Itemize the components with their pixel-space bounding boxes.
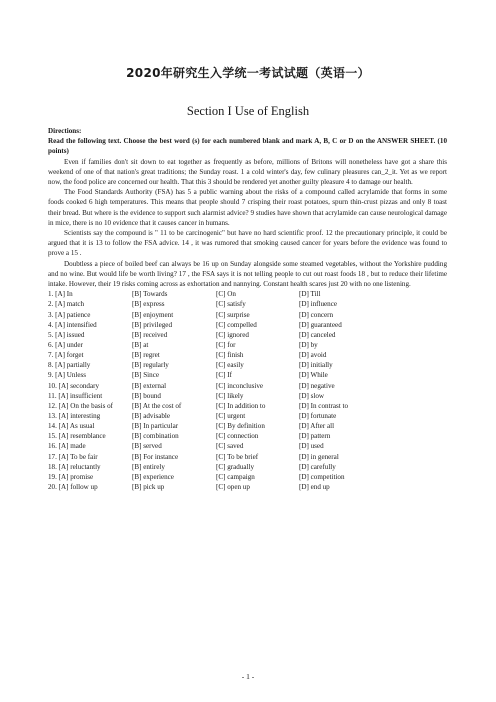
option-b: [B] privileged [132,320,172,329]
option-d: [D] initially [299,361,333,370]
option-d: [D] end up [299,482,330,491]
option-d: [D] carefully [299,462,336,471]
option-a: 16. [A] made [48,442,86,451]
option-a: 11. [A] insufficient [48,391,103,400]
option-row [48,462,447,472]
option-b: [B] For instance [132,452,179,461]
option-row [48,472,447,482]
exam-body [48,126,447,492]
section-heading: Section I Use of English [186,104,310,118]
option-row [48,350,447,360]
option-row [48,299,447,309]
option-d: [D] Till [299,290,321,299]
options-list [48,289,447,492]
option-b: [B] In particular [132,422,179,431]
option-a: 4. [A] intensified [48,320,97,329]
option-c: [C] By definition [216,422,265,431]
option-b: [B] at [132,340,149,349]
directions-heading: Directions: [48,127,82,135]
option-b: [B] express [132,300,165,309]
option-b: [B] regularly [132,361,169,370]
option-a: 13. [A] interesting [48,411,101,420]
option-d: [D] by [299,340,318,349]
option-b: [B] entirely [132,462,165,471]
option-d: [D] While [299,371,328,380]
option-c: [C] open up [216,482,250,491]
option-row [48,320,447,330]
option-d: [D] influence [299,300,338,309]
option-a: 14. [A] As usual [48,422,95,431]
option-c: [C] saved [216,442,244,451]
option-b: [B] Towards [132,290,168,299]
page-number: - 1 - [241,672,255,681]
option-row [48,421,447,431]
option-c: [C] campaign [216,472,255,481]
passage-paragraph: Even if families don't sit down to eat together as frequently as before, millions of Britons will nonetheless have got a share this weekend of one of that nation's great traditions; the Sunday roast. 1 a cold winter's day, few culinary pleasures can_2_it. Yet as we report now, the food police are concerned our health. That this 3 should be rendered yet another guilty pleasure 4 to damage our health. [48,157,447,187]
option-b: [B] enjoyment [132,310,174,319]
option-d: [D] used [299,442,324,451]
exam-title: 2020年研究生入学统一考试试题（英语一） [126,66,370,80]
option-d: [D] competition [299,472,345,481]
option-row [48,391,447,401]
option-b: [B] At the cost of [132,401,182,410]
option-a: 8. [A] partially [48,361,91,370]
passage-paragraph: Scientists say the compound is " 11 to be carcinogenic" but have no hard scientific proof. 12 the precautionary principle, it could be argued that it is 13 to follow the FSA advice. 14 , it was rumored that smoking caused cancer for years before the evidence was found to prove a 15 . [48,229,447,258]
option-c: [C] To be brief [216,452,259,461]
option-b: [B] received [132,330,168,339]
option-a: 19. [A] promise [48,472,94,481]
option-b: [B] experience [132,472,174,481]
option-c: [C] inconclusive [216,381,264,390]
option-d: [D] pattern [299,432,331,441]
option-d: [D] After all [299,422,335,431]
option-d: [D] concern [299,310,334,319]
option-d: [D] guaranteed [299,320,342,329]
option-d: [D] negative [299,381,335,390]
option-a: 5. [A] issued [48,330,85,339]
option-row [48,370,447,380]
option-b: [B] combination [132,432,179,441]
option-c: [C] compelled [216,320,257,329]
option-b: [B] advisable [132,411,171,420]
passage-paragraph: Doubtless a piece of boiled beef can always be 16 up on Sunday alongside some steamed vegetables, without the Yorkshire pudding and no wine. But would life be worth living? 17 , the FSA says it is not telling people to cut out roast foods 18 , but to reduce their lifetime intake. However, their 19 risks coming across as exhortation and nannying. Constant health scares just 20 with no one listening. [48,259,447,289]
option-row [48,431,447,441]
option-row [48,360,447,370]
option-row [48,452,447,462]
option-b: [B] Since [132,371,159,380]
option-row [48,310,447,320]
option-row [48,330,447,340]
option-c: [C] On [216,290,236,299]
option-d: [D] in general [299,452,339,461]
option-c: [C] urgent [216,411,246,420]
option-b: [B] external [132,381,167,390]
option-a: 12. [A] On the basis of [48,401,114,410]
passage-paragraph: The Food Standards Authority (FSA) has 5 a public warning about the risks of a compound called acrylamide that forms in some foods cooked 6 high temperatures. This means that people should 7 crisping their roast potatoes, spurn thin-crust pizzas and only 8 toast their bread. But where is the evidence to support such alarmist advice? 9 studies have shown that acrylamide can cause neurological damage in mice, there is no 10 evidence that it causes cancer in humans. [48,188,447,227]
option-a: 15. [A] resemblance [48,432,106,441]
option-c: [C] easily [216,361,244,370]
option-a: 9. [A] Unless [48,371,87,380]
option-c: [C] gradually [216,462,255,471]
option-a: 2. [A] match [48,300,85,309]
option-c: [C] finish [216,351,244,360]
option-b: [B] bound [132,391,161,400]
option-b: [B] pick up [132,482,165,491]
option-a: 7. [A] forget [48,351,84,360]
option-b: [B] regret [132,351,160,360]
option-a: 10. [A] secondary [48,381,100,390]
option-row [48,340,447,350]
option-b: [B] served [132,442,162,451]
option-a: 18. [A] reluctantly [48,462,101,471]
option-d: [D] canceled [299,330,336,339]
option-row [48,411,447,421]
option-c: [C] for [216,340,236,349]
option-a: 1. [A] In [48,290,73,299]
option-a: 6. [A] under [48,340,83,349]
option-row [48,482,447,492]
directions-text: Read the following text. Choose the best word (s) for each numbered blank and mark A, B, C or D on the ANSWER SHEET. (10 points) [48,137,447,156]
option-d: [D] fortunate [299,411,337,420]
option-a: 20. [A] follow up [48,482,98,491]
option-a: 17. [A] To be fair [48,452,98,461]
option-c: [C] In addition to [216,401,266,410]
option-c: [C] satisfy [216,300,246,309]
option-c: [C] If [216,371,232,380]
option-d: [D] In contrast to [299,401,349,410]
option-row [48,441,447,451]
option-c: [C] ignored [216,330,249,339]
option-c: [C] connection [216,432,259,441]
option-row [48,381,447,391]
option-d: [D] slow [299,391,325,400]
option-c: [C] likely [216,391,244,400]
option-d: [D] avoid [299,351,327,360]
option-c: [C] surprise [216,310,250,319]
option-row [48,289,447,299]
option-row [48,401,447,411]
option-a: 3. [A] patience [48,310,91,319]
